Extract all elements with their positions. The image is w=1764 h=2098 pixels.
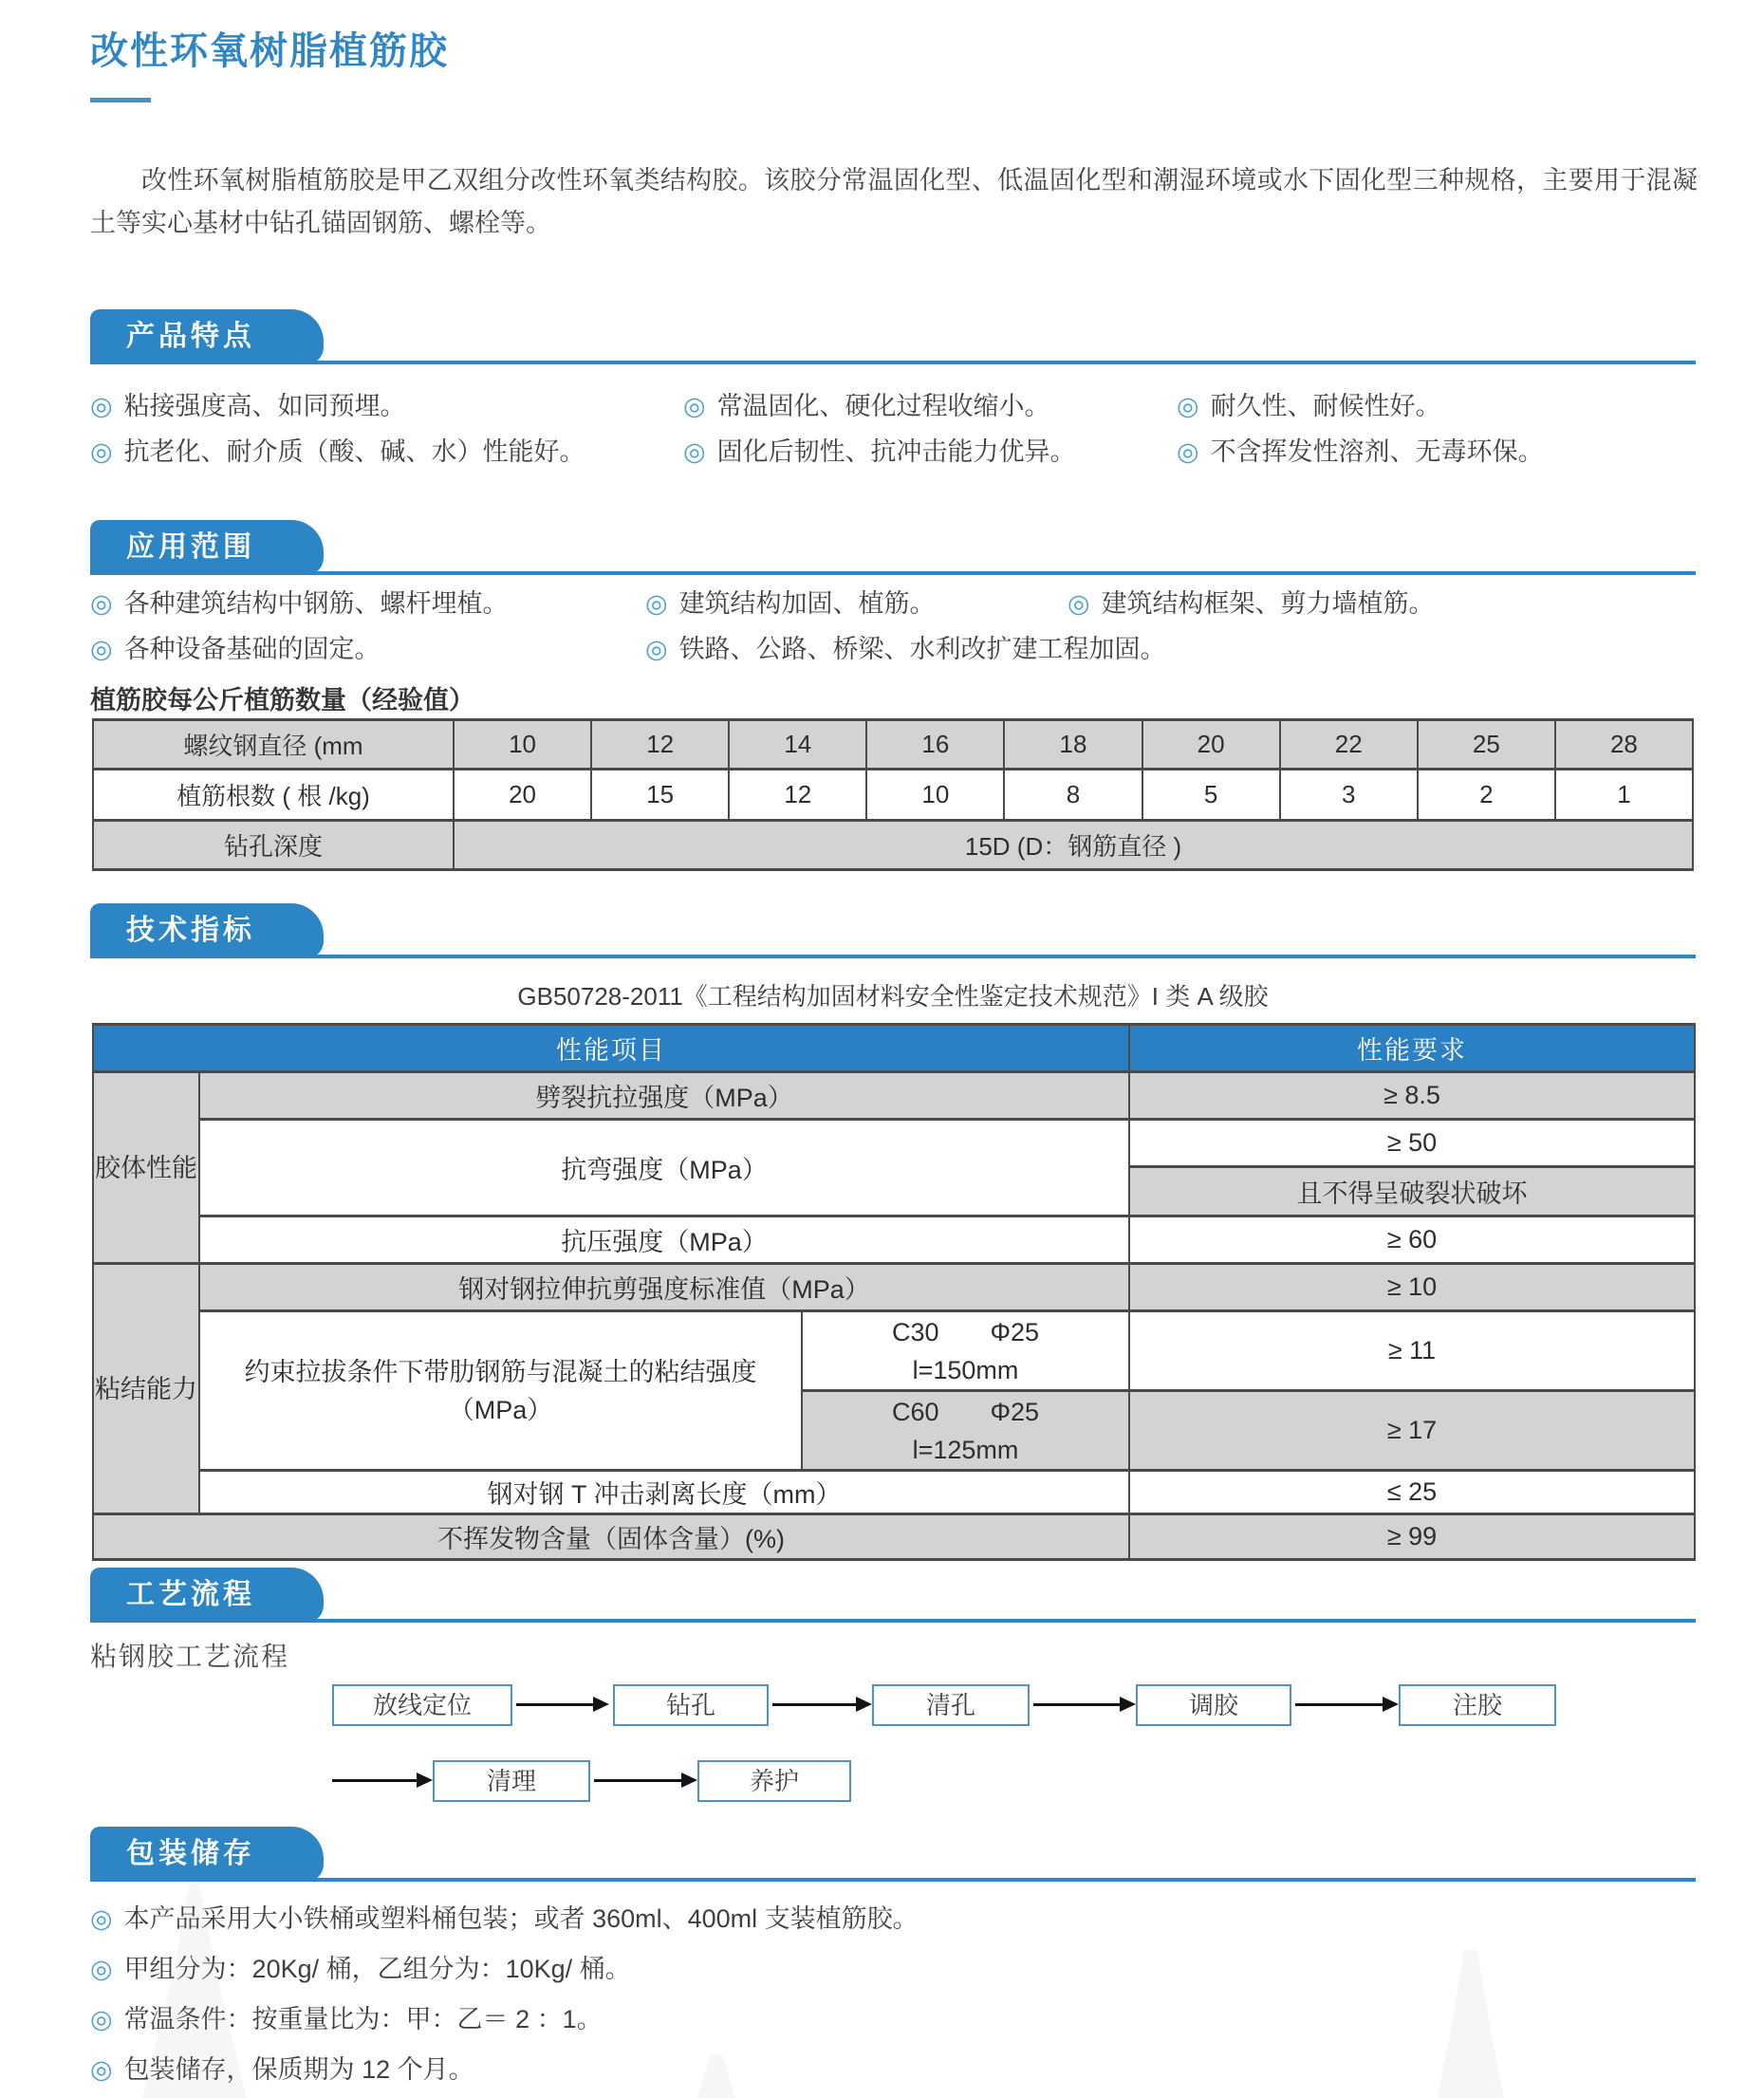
list-item xyxy=(90,1944,1698,1995)
bullet-icon: ◎ xyxy=(90,2055,113,2084)
flow-arrow-icon xyxy=(594,1779,682,1782)
flow-step: 清理 xyxy=(433,1760,590,1802)
spec-item: 抗压强度（MPa） xyxy=(199,1216,1129,1264)
flow-arrow-icon xyxy=(772,1703,857,1706)
spec-condition xyxy=(802,1391,1129,1471)
packaging-text: 本产品采用大小铁桶或塑料桶包装；或者 360ml、400ml 支装植筋胶。 xyxy=(123,1904,919,1933)
bullet-icon: ◎ xyxy=(90,1955,113,1983)
bullet-icon: ◎ xyxy=(645,635,668,663)
section-badge-tech: 技术指标 xyxy=(90,903,324,958)
application-text: 各种建筑结构中钢筋、螺杆埋植。 xyxy=(123,589,509,618)
spec-requirement: ≥ 17 xyxy=(1129,1391,1695,1471)
section-header-applications xyxy=(90,520,1696,575)
table-row xyxy=(93,1216,1695,1264)
column-header: 性能项目 xyxy=(93,1025,1129,1072)
column-header: 性能要求 xyxy=(1129,1025,1695,1072)
table-row xyxy=(93,1072,1695,1120)
cell: 25 xyxy=(1418,720,1555,770)
cell: 22 xyxy=(1280,720,1418,770)
spec-requirement: ≥ 8.5 xyxy=(1129,1072,1695,1120)
spec-requirement: ≤ 25 xyxy=(1129,1471,1695,1514)
spec-item: 钢对钢拉伸抗剪强度标准值（MPa） xyxy=(199,1264,1129,1311)
section-header-features xyxy=(90,309,1696,364)
flow-step: 养护 xyxy=(697,1760,851,1802)
condition-line: l=125mm xyxy=(912,1435,1019,1464)
cell: 14 xyxy=(729,720,866,770)
flow-step: 清孔 xyxy=(872,1684,1030,1726)
bullet-icon: ◎ xyxy=(90,2005,113,2033)
spec-item-line: （MPa） xyxy=(448,1395,553,1424)
table-row xyxy=(93,1120,1695,1167)
condition-line: l=150mm xyxy=(912,1355,1019,1384)
table-row xyxy=(93,821,1693,870)
list-item xyxy=(683,383,1177,429)
spec-requirement: ≥ 10 xyxy=(1129,1264,1695,1311)
table-row xyxy=(93,770,1693,821)
packaging-text: 包装储存，保质期为 12 个月。 xyxy=(123,2055,474,2084)
flow-step: 钻孔 xyxy=(613,1684,769,1726)
bullet-icon: ◎ xyxy=(90,635,113,663)
spec-requirement: 且不得呈破裂状破坏 xyxy=(1129,1167,1695,1216)
section-badge-process: 工艺流程 xyxy=(90,1568,324,1623)
section-header-packaging xyxy=(90,1827,1696,1882)
application-text: 各种设备基础的固定。 xyxy=(123,635,381,663)
spec-item: 劈裂抗拉强度（MPa） xyxy=(199,1072,1129,1120)
applications-list xyxy=(90,581,1698,672)
title-underline xyxy=(90,98,151,102)
table-row xyxy=(93,1025,1695,1072)
spec-requirement: ≥ 60 xyxy=(1129,1216,1695,1264)
bullet-icon: ◎ xyxy=(1177,392,1199,420)
dosage-table-caption: 植筋胶每公斤植筋数量（经验值） xyxy=(90,686,474,715)
cell: 20 xyxy=(454,770,591,821)
bullet-icon: ◎ xyxy=(645,589,668,618)
bullet-icon: ◎ xyxy=(683,392,706,420)
flow-step: 调胶 xyxy=(1136,1684,1291,1726)
spec-requirement: ≥ 50 xyxy=(1129,1120,1695,1167)
section-badge-features: 产品特点 xyxy=(90,309,324,364)
flow-step: 注胶 xyxy=(1399,1684,1556,1726)
cell: 3 xyxy=(1280,770,1418,821)
section-header-process xyxy=(90,1568,1696,1623)
spec-condition xyxy=(802,1311,1129,1391)
bullet-icon: ◎ xyxy=(90,437,113,466)
list-item xyxy=(90,383,683,429)
spec-requirement: ≥ 99 xyxy=(1129,1514,1695,1560)
intro-paragraph: 改性环氧树脂植筋胶是甲乙双组分改性环氧类结构胶。该胶分常温固化型、低温固化型和潮湿环境或水下固化型三种规格，主要用于混凝土等实心基材中钻孔锚固钢筋、螺栓等。 xyxy=(90,166,1698,237)
group-label: 粘结能力 xyxy=(93,1264,199,1514)
bullet-icon: ◎ xyxy=(1068,589,1090,618)
cell: 15 xyxy=(591,770,729,821)
bullet-icon: ◎ xyxy=(90,392,113,420)
cell: 5 xyxy=(1142,770,1280,821)
cell: 1 xyxy=(1555,770,1693,821)
list-item xyxy=(1068,581,1698,626)
list-item xyxy=(645,581,1068,626)
spec-item: 不挥发物含量（固体含量）(%) xyxy=(93,1514,1129,1560)
spec-item: 钢对钢 T 冲击剥离长度（mm） xyxy=(199,1471,1129,1514)
list-item xyxy=(90,1894,1698,1944)
table-row xyxy=(93,1471,1695,1514)
bullet-icon: ◎ xyxy=(90,589,113,618)
bullet-icon: ◎ xyxy=(90,1904,113,1933)
feature-text: 抗老化、耐介质（酸、碱、水）性能好。 xyxy=(123,437,585,466)
spec-item-line: 约束拉拔条件下带肋钢筋与混凝土的粘结强度 xyxy=(244,1357,757,1386)
condition-line: C60 Φ25 xyxy=(891,1397,1040,1426)
flow-arrow-icon xyxy=(332,1779,418,1782)
bullet-icon: ◎ xyxy=(683,437,706,466)
cell: 28 xyxy=(1555,720,1693,770)
table-row xyxy=(93,1264,1695,1311)
application-text: 建筑结构框架、剪力墙植筋。 xyxy=(1101,589,1435,618)
list-item xyxy=(1177,429,1698,474)
row-label: 螺纹钢直径 (mm xyxy=(93,720,454,770)
row-label: 植筋根数 ( 根 /kg) xyxy=(93,770,454,821)
section-header-tech xyxy=(90,903,1696,958)
application-text: 铁路、公路、桥梁、水利改扩建工程加固。 xyxy=(678,635,1166,663)
list-item xyxy=(1177,383,1698,429)
spec-item: 抗弯强度（MPa） xyxy=(199,1120,1129,1216)
flow-step: 放线定位 xyxy=(332,1684,512,1726)
table-row xyxy=(93,720,1693,770)
cell: 16 xyxy=(866,720,1004,770)
list-item xyxy=(683,429,1177,474)
features-list xyxy=(90,383,1698,474)
standard-note: GB50728-2011《工程结构加固材料安全性鉴定技术规范》I 类 A 级胶 xyxy=(517,982,1269,1011)
condition-line: C30 Φ25 xyxy=(891,1317,1040,1346)
cell: 12 xyxy=(591,720,729,770)
row-label: 钻孔深度 xyxy=(93,821,454,870)
cell: 2 xyxy=(1418,770,1555,821)
packaging-text: 甲组分为：20Kg/ 桶，乙组分为：10Kg/ 桶。 xyxy=(123,1955,631,1983)
flow-arrow-icon xyxy=(516,1703,594,1706)
cell: 18 xyxy=(1004,720,1142,770)
dosage-table xyxy=(92,718,1694,871)
feature-text: 耐久性、耐候性好。 xyxy=(1210,392,1441,420)
list-item xyxy=(90,429,683,474)
process-subtitle: 粘钢胶工艺流程 xyxy=(90,1642,290,1671)
feature-text: 常温固化、硬化过程收缩小。 xyxy=(716,392,1050,420)
cell: 10 xyxy=(454,720,591,770)
packaging-text: 常温条件：按重量比为：甲：乙＝ 2 ：1。 xyxy=(123,2005,603,2033)
page-title: 改性环氧树脂植筋胶 xyxy=(90,30,449,72)
list-item xyxy=(90,626,645,672)
flow-arrow-icon xyxy=(1295,1703,1383,1706)
bullet-icon: ◎ xyxy=(1177,437,1199,466)
table-row xyxy=(93,1311,1695,1391)
group-label: 胶体性能 xyxy=(93,1072,199,1264)
spec-item xyxy=(199,1311,802,1471)
process-flowchart xyxy=(90,1675,1698,1827)
application-text: 建筑结构加固、植筋。 xyxy=(678,589,936,618)
table-row xyxy=(93,1514,1695,1560)
feature-text: 不含挥发性溶剂、无毒环保。 xyxy=(1210,437,1544,466)
cell: 15D (D：钢筋直径 ) xyxy=(454,821,1693,870)
spec-requirement: ≥ 11 xyxy=(1129,1311,1695,1391)
list-item xyxy=(90,581,645,626)
cell: 12 xyxy=(729,770,866,821)
cell: 20 xyxy=(1142,720,1280,770)
spec-table xyxy=(92,1023,1696,1561)
list-item xyxy=(645,626,1166,672)
cell: 10 xyxy=(866,770,1004,821)
feature-text: 固化后韧性、抗冲击能力优异。 xyxy=(716,437,1076,466)
section-badge-applications: 应用范围 xyxy=(90,520,324,575)
feature-text: 粘接强度高、如同预埋。 xyxy=(123,392,406,420)
section-badge-packaging: 包装储存 xyxy=(90,1827,324,1882)
flow-arrow-icon xyxy=(1033,1703,1121,1706)
cell: 8 xyxy=(1004,770,1142,821)
